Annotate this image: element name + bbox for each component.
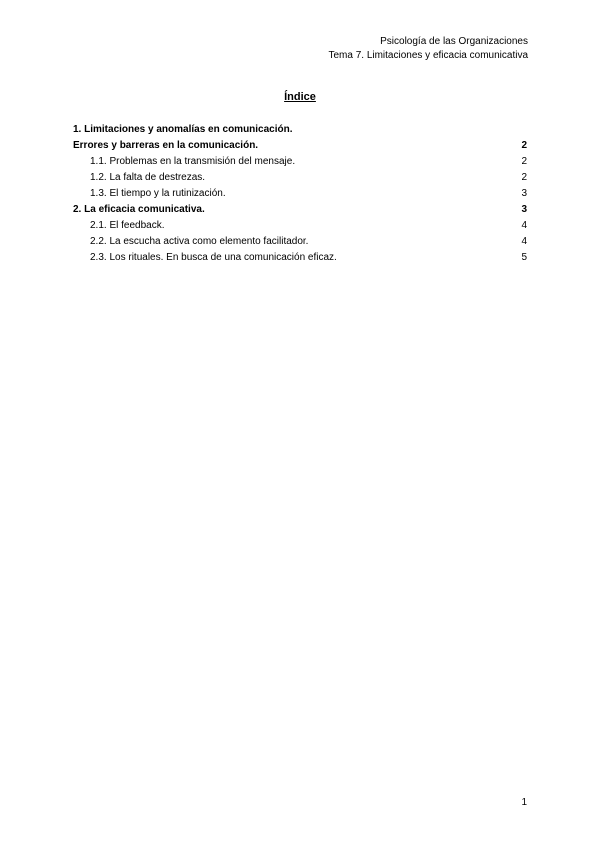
toc-entry-page: 2 [521, 156, 527, 167]
toc-entry-1-3[interactable] [73, 186, 527, 202]
toc-entry-text: 1.3. El tiempo y la rutinización. [90, 188, 226, 199]
toc-entry-2-1[interactable] [73, 218, 527, 234]
toc-entry-text: 1.2. La falta de destrezas. [90, 172, 206, 183]
header-topic-title: Tema 7. Limitaciones y eficacia comunicativa [328, 50, 528, 61]
header-course-title: Psicología de las Organizaciones [380, 36, 528, 47]
toc-entry-section-2[interactable] [73, 202, 527, 218]
toc-entry-text: 2. La eficacia comunicativa. [73, 204, 205, 215]
toc-entry-page: 2 [521, 172, 527, 183]
toc-entry-text: 2.3. Los rituales. En busca de una comunicación eficaz. [90, 252, 337, 263]
toc-entry-1-1[interactable] [73, 154, 527, 170]
toc-entry-text: 1.1. Problemas en la transmisión del mensaje. [90, 156, 296, 167]
page-header [328, 35, 528, 63]
toc-entry-1-2[interactable] [73, 170, 527, 186]
toc-entry-page: 4 [521, 236, 527, 247]
toc-entry-page: 2 [521, 140, 527, 151]
toc-entry-page: 4 [521, 220, 527, 231]
toc-entry-2-3[interactable] [73, 250, 527, 266]
toc-entry-text: 1. Limitaciones y anomalías en comunicación. [73, 124, 293, 135]
toc-entry-section-1-line2[interactable] [73, 138, 527, 154]
toc-entry-page: 3 [521, 204, 527, 215]
toc-entry-text: 2.2. La escucha activa como elemento facilitador. [90, 236, 309, 247]
page-number: 1 [521, 797, 527, 808]
toc-entry-page: 5 [521, 252, 527, 263]
table-of-contents [73, 122, 527, 266]
toc-entry-section-1-line1[interactable] [73, 122, 527, 138]
toc-title: Índice [284, 91, 316, 103]
toc-entry-2-2[interactable] [73, 234, 527, 250]
toc-entry-text: Errores y barreras en la comunicación. [73, 140, 259, 151]
toc-entry-page: 3 [521, 188, 527, 199]
toc-entry-text: 2.1. El feedback. [90, 220, 165, 231]
